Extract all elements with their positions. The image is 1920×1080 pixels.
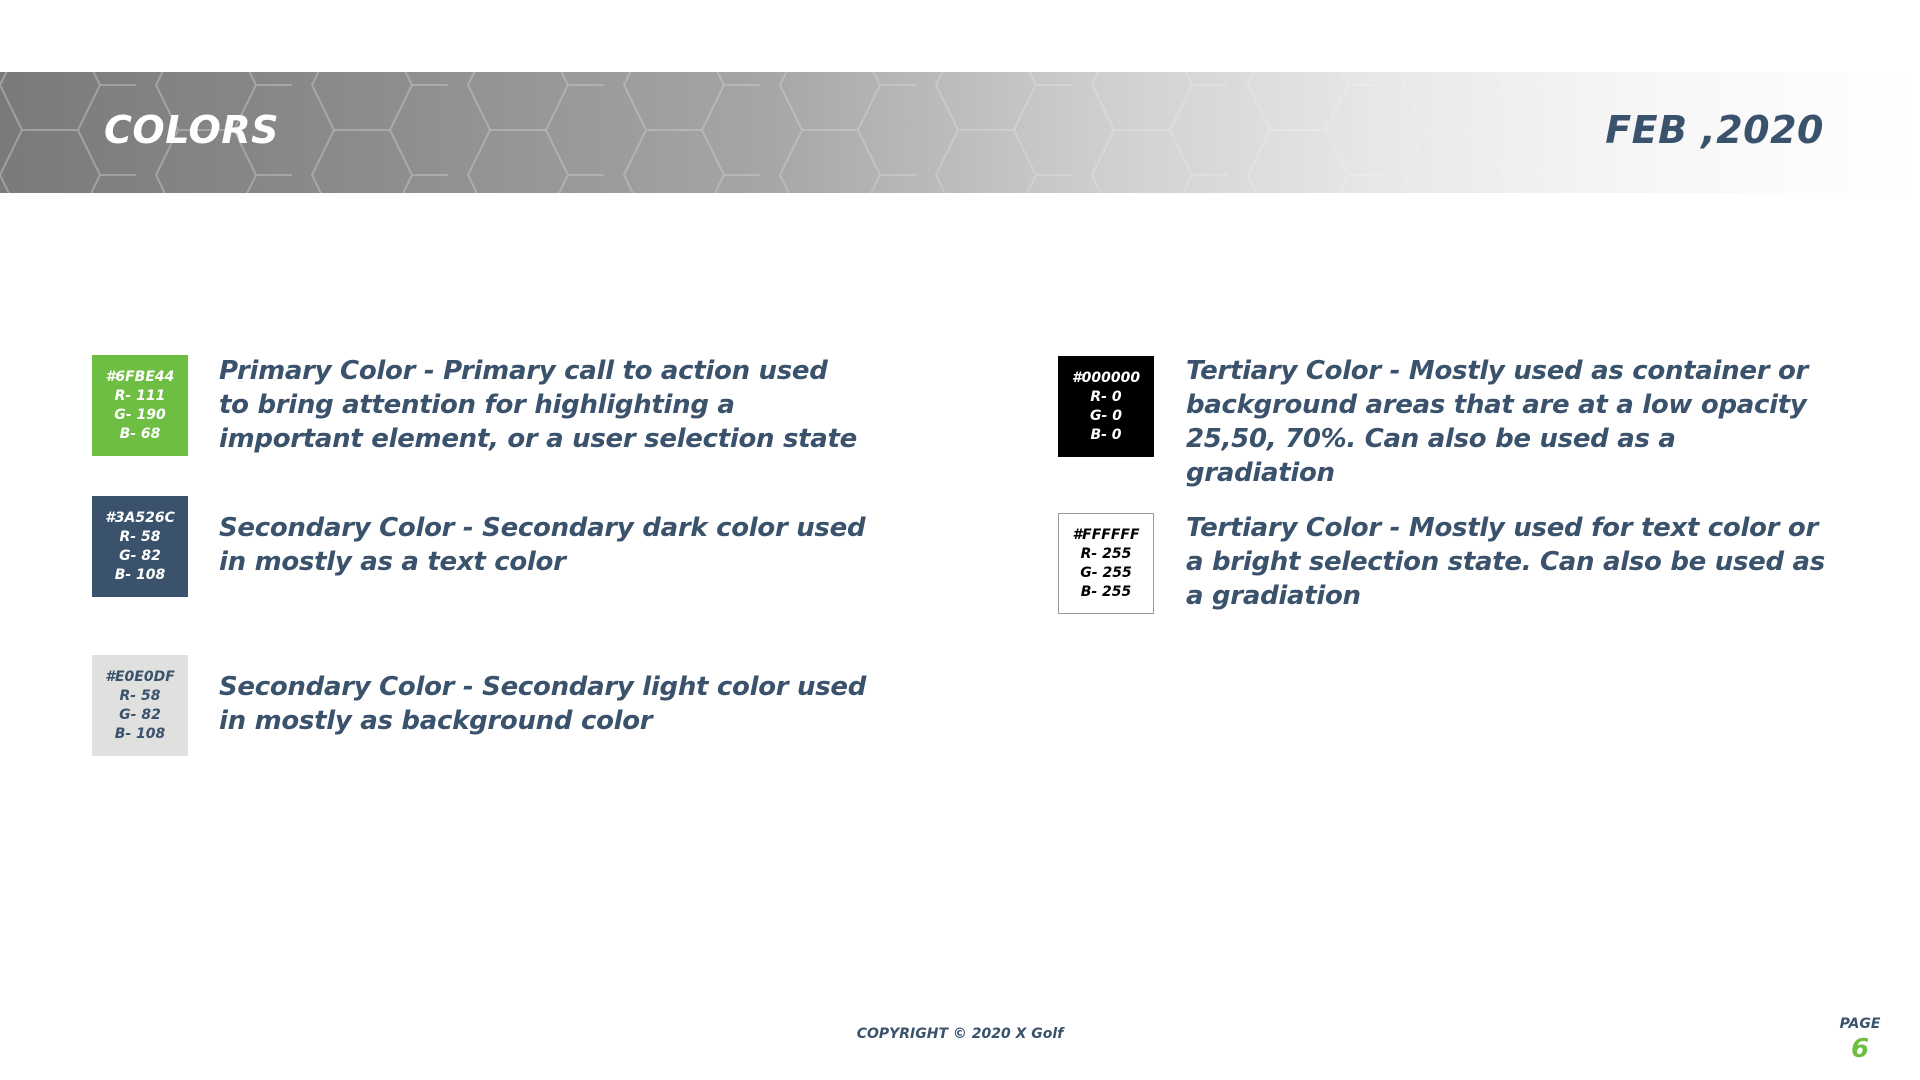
swatch-b: B- 255 xyxy=(1080,583,1132,600)
swatch-hex: #FFFFFF xyxy=(1072,526,1140,543)
color-swatch-secondary-dark xyxy=(92,496,188,597)
color-description-primary: Primary Color - Primary call to action used to bring attention for highlighting a important element, or a user selection state xyxy=(219,356,858,454)
swatch-r: R- 58 xyxy=(119,687,161,704)
swatch-r: R- 255 xyxy=(1080,545,1132,562)
swatch-r: R- 0 xyxy=(1090,388,1122,405)
page-date: FEB ,2020 xyxy=(1605,108,1824,152)
page-number: 6 xyxy=(1850,1034,1870,1064)
swatch-g: G- 82 xyxy=(119,547,161,564)
swatch-g: G- 82 xyxy=(119,706,161,723)
color-swatch-primary xyxy=(92,355,188,456)
swatch-b: B- 0 xyxy=(1090,426,1122,443)
color-description-secondary-light: Secondary Color - Secondary light color used in mostly as background color xyxy=(219,672,867,736)
color-description-secondary-dark: Secondary Color - Secondary dark color used in mostly as a text color xyxy=(219,513,866,577)
page-label: PAGE xyxy=(1839,1016,1881,1032)
swatch-hex: #000000 xyxy=(1071,369,1141,386)
swatch-hex: #6FBE44 xyxy=(105,368,175,385)
copyright-text: COPYRIGHT © 2020 X Golf xyxy=(856,1026,1064,1042)
color-description-tertiary-white: Tertiary Color - Mostly used for text color or a bright selection state. Can also be used as a gradiation xyxy=(1186,513,1825,611)
swatch-r: R- 111 xyxy=(114,387,166,404)
color-description-tertiary-black: Tertiary Color - Mostly used as container or background areas that are at a low opacity 25,50, 70%. Can also be used as a gradiation xyxy=(1186,356,1809,488)
swatch-b: B- 108 xyxy=(114,566,166,583)
swatch-g: G- 0 xyxy=(1090,407,1122,424)
swatch-b: B- 108 xyxy=(114,725,166,742)
header-banner xyxy=(0,72,1920,193)
color-swatch-tertiary-white xyxy=(1058,513,1154,614)
color-swatch-tertiary-black xyxy=(1058,356,1154,457)
swatch-r: R- 58 xyxy=(119,528,161,545)
swatch-b: B- 68 xyxy=(119,425,161,442)
swatch-g: G- 255 xyxy=(1080,564,1132,581)
swatch-g: G- 190 xyxy=(114,406,166,423)
swatch-hex: #E0E0DF xyxy=(105,668,175,685)
page-title: COLORS xyxy=(104,108,279,152)
color-swatch-secondary-light xyxy=(92,655,188,756)
swatch-hex: #3A526C xyxy=(105,509,175,526)
